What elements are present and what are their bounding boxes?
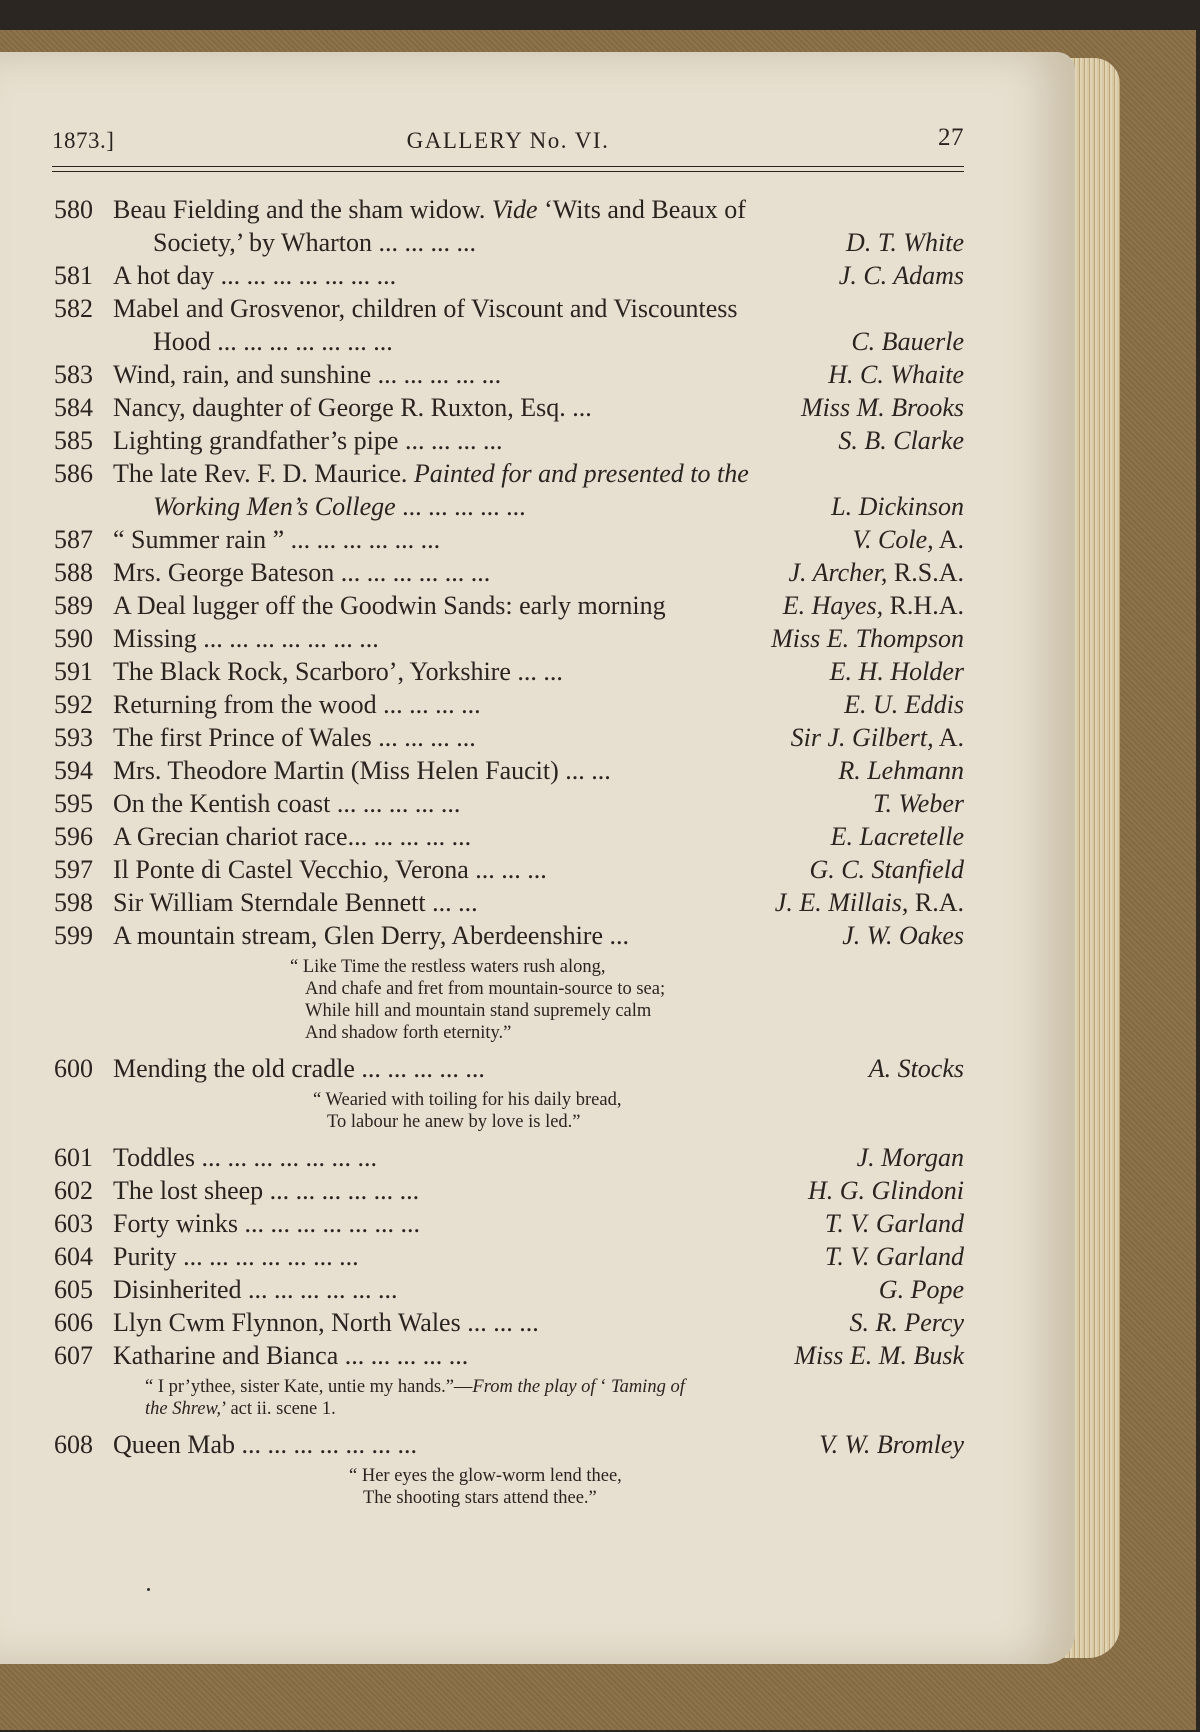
catalogue-entry	[0, 622, 1075, 655]
catalogue-entry	[0, 1339, 1075, 1420]
entry-artist: H. G. Glindoni	[808, 1176, 964, 1205]
entry-number: 592	[54, 690, 93, 719]
entry-artist: R. Lehmann	[838, 756, 964, 785]
entry-line	[0, 853, 1075, 886]
catalogue-entry	[0, 358, 1075, 391]
catalogue-entry	[0, 1174, 1075, 1207]
catalogue-entry	[0, 919, 1075, 1044]
entry-number: 583	[54, 360, 93, 389]
catalogue-entry	[0, 259, 1075, 292]
entry-title: Hood ... ... ... ... ... ... ...	[153, 327, 393, 356]
paper-fleck	[147, 1588, 150, 1591]
catalogue-entry	[0, 424, 1075, 457]
entry-number: 597	[54, 855, 93, 884]
entry-title: Sir William Sterndale Bennett ... ...	[113, 888, 478, 917]
entry-number: 590	[54, 624, 93, 653]
quote-line: To labour he anew by love is led.”	[327, 1112, 581, 1132]
catalogue-entry	[0, 820, 1075, 853]
entry-artist: Sir J. Gilbert, A.	[790, 723, 964, 752]
entry-quote	[0, 1465, 1075, 1509]
entry-title: Lighting grandfather’s pipe ... ... ... ...	[113, 426, 503, 455]
entry-line	[0, 523, 1075, 556]
catalogue-entry	[0, 1052, 1075, 1133]
quote-line: “ Her eyes the glow-worm lend thee,	[349, 1466, 622, 1486]
entry-line	[0, 226, 1075, 259]
entry-artist: J. W. Oakes	[842, 921, 964, 950]
entry-title: The first Prince of Wales ... ... ... ...	[113, 723, 476, 752]
entry-artist: S. B. Clarke	[838, 426, 964, 455]
entry-title: Toddles ... ... ... ... ... ... ...	[113, 1143, 377, 1172]
entry-line	[0, 1306, 1075, 1339]
entry-line	[0, 424, 1075, 457]
entry-artist: J. Morgan	[856, 1143, 964, 1172]
catalogue-entry	[0, 787, 1075, 820]
entry-line	[0, 1428, 1075, 1461]
quote-line: While hill and mountain stand supremely calm	[305, 1001, 652, 1021]
entry-artist: E. U. Eddis	[844, 690, 964, 719]
catalogue-entry	[0, 556, 1075, 589]
entry-artist: V. Cole, A.	[852, 525, 964, 554]
entry-number: 580	[54, 195, 93, 224]
quote-line: The shooting stars attend thee.”	[363, 1488, 597, 1508]
entry-number: 599	[54, 921, 93, 950]
entry-title: Mending the old cradle ... ... ... ... ...	[113, 1054, 485, 1083]
entry-line	[0, 919, 1075, 952]
catalogue-entry	[0, 1240, 1075, 1273]
entry-number: 600	[54, 1054, 93, 1083]
entry-artist: S. R. Percy	[849, 1308, 964, 1337]
entry-number: 582	[54, 294, 93, 323]
entry-line	[0, 391, 1075, 424]
entry-title: Nancy, daughter of George R. Ruxton, Esq. ...	[113, 393, 592, 422]
header-rule	[52, 171, 964, 172]
entry-title: Working Men’s College ... ... ... ... ...	[153, 492, 526, 521]
entry-title: Disinherited ... ... ... ... ... ...	[113, 1275, 398, 1304]
entry-line	[0, 259, 1075, 292]
entry-artist: H. C. Whaite	[828, 360, 964, 389]
entry-line	[0, 688, 1075, 721]
entry-artist: T. V. Garland	[824, 1242, 964, 1271]
header-title: GALLERY No. VI.	[406, 128, 610, 153]
entry-title: Society,’ by Wharton ... ... ... ...	[153, 228, 477, 257]
catalogue-entry	[0, 1306, 1075, 1339]
entry-artist: A. Stocks	[868, 1054, 964, 1083]
quote-line: the Shrew,’ act ii. scene 1.	[145, 1399, 336, 1419]
entry-line	[0, 1273, 1075, 1306]
entry-line	[0, 589, 1075, 622]
entry-line	[0, 721, 1075, 754]
entry-title: Beau Fielding and the sham widow. Vide ‘Wits and Beaux of	[113, 195, 746, 224]
entry-title: Returning from the wood ... ... ... ...	[113, 690, 481, 719]
entry-artist: L. Dickinson	[831, 492, 964, 521]
entry-line	[0, 457, 1075, 490]
catalogue-entry	[0, 1207, 1075, 1240]
entry-title: Purity ... ... ... ... ... ... ...	[113, 1242, 359, 1271]
catalogue-entry	[0, 193, 1075, 259]
catalogue-entry	[0, 1273, 1075, 1306]
entry-title: A Grecian chariot race... ... ... ... ...	[113, 822, 472, 851]
quote-line: And shadow forth eternity.”	[305, 1023, 512, 1043]
entry-number: 598	[54, 888, 93, 917]
catalogue-entry	[0, 589, 1075, 622]
quote-line: “ Like Time the restless waters rush along,	[290, 957, 606, 977]
entry-artist: J. E. Millais, R.A.	[774, 888, 964, 917]
entry-line	[0, 1052, 1075, 1085]
entry-number: 581	[54, 261, 93, 290]
entry-artist: J. Archer, R.S.A.	[788, 558, 964, 587]
entry-line	[0, 193, 1075, 226]
entry-quote	[0, 1376, 1075, 1420]
entry-title: Missing ... ... ... ... ... ... ...	[113, 624, 379, 653]
entry-number: 603	[54, 1209, 93, 1238]
entry-line	[0, 292, 1075, 325]
entry-line	[0, 1339, 1075, 1372]
entry-line	[0, 1207, 1075, 1240]
entry-artist: T. Weber	[873, 789, 964, 818]
entry-artist: Miss E. Thompson	[771, 624, 964, 653]
entry-line	[0, 1174, 1075, 1207]
page-number: 27	[938, 124, 964, 151]
entry-title: The lost sheep ... ... ... ... ... ...	[113, 1176, 420, 1205]
entry-title: Mrs. George Bateson ... ... ... ... ... ...	[113, 558, 491, 587]
quote-line: “ Wearied with toiling for his daily bread,	[313, 1090, 622, 1110]
catalogue-entry	[0, 1141, 1075, 1174]
entry-title: “ Summer rain ” ... ... ... ... ... ...	[113, 525, 441, 554]
entry-line	[0, 556, 1075, 589]
entry-line	[0, 1141, 1075, 1174]
entry-artist: E. H. Holder	[829, 657, 964, 686]
entry-title: Wind, rain, and sunshine ... ... ... ... ...	[113, 360, 502, 389]
catalogue-entry	[0, 688, 1075, 721]
quote-line: And chafe and fret from mountain-source to sea;	[305, 979, 666, 999]
entry-line	[0, 358, 1075, 391]
catalogue-entry	[0, 523, 1075, 556]
catalogue-entry	[0, 457, 1075, 523]
entry-number: 588	[54, 558, 93, 587]
catalogue-entry	[0, 721, 1075, 754]
entry-artist: G. Pope	[878, 1275, 964, 1304]
entry-artist: T. V. Garland	[824, 1209, 964, 1238]
catalogue-entry	[0, 655, 1075, 688]
entry-number: 601	[54, 1143, 93, 1172]
entry-number: 584	[54, 393, 93, 422]
entry-artist: E. Hayes, R.H.A.	[782, 591, 964, 620]
page-header	[52, 122, 964, 158]
entry-artist: E. Lacretelle	[830, 822, 964, 851]
entry-quote	[0, 1089, 1075, 1133]
entry-line	[0, 820, 1075, 853]
entry-title: Il Ponte di Castel Vecchio, Verona ... ... ...	[113, 855, 547, 884]
entry-number: 595	[54, 789, 93, 818]
entry-line	[0, 1240, 1075, 1273]
entry-title: Forty winks ... ... ... ... ... ... ...	[113, 1209, 420, 1238]
entry-title: Mrs. Theodore Martin (Miss Helen Faucit) ... ...	[113, 756, 611, 785]
entry-number: 589	[54, 591, 93, 620]
entry-number: 605	[54, 1275, 93, 1304]
catalogue-list	[0, 193, 1075, 1517]
header-year: 1873.]	[52, 128, 115, 153]
entry-line	[0, 787, 1075, 820]
entry-number: 591	[54, 657, 93, 686]
entry-artist: C. Bauerle	[851, 327, 964, 356]
entry-title: Mabel and Grosvenor, children of Viscount and Viscountess	[113, 294, 738, 323]
entry-title: A mountain stream, Glen Derry, Aberdeenshire ...	[113, 921, 630, 950]
entry-title: Llyn Cwm Flynnon, North Wales ... ... ...	[113, 1308, 539, 1337]
entry-line	[0, 622, 1075, 655]
entry-title: On the Kentish coast ... ... ... ... ...	[113, 789, 461, 818]
entry-number: 594	[54, 756, 93, 785]
entry-number: 607	[54, 1341, 93, 1370]
catalogue-entry	[0, 886, 1075, 919]
entry-number: 608	[54, 1430, 93, 1459]
entry-line	[0, 754, 1075, 787]
entry-artist: V. W. Bromley	[819, 1430, 964, 1459]
entry-title: Queen Mab ... ... ... ... ... ... ...	[113, 1430, 418, 1459]
entry-artist: G. C. Stanfield	[809, 855, 964, 884]
entry-title: The late Rev. F. D. Maurice. Painted for and presented to the	[113, 459, 749, 488]
entry-number: 604	[54, 1242, 93, 1271]
entry-title: The Black Rock, Scarboro’, Yorkshire ... ...	[113, 657, 563, 686]
entry-line	[0, 655, 1075, 688]
entry-artist: D. T. White	[846, 228, 964, 257]
entry-line	[0, 325, 1075, 358]
quote-line: “ I pr’ythee, sister Kate, untie my hands.”—From the play of ‘ Taming of	[145, 1377, 685, 1397]
entry-number: 606	[54, 1308, 93, 1337]
entry-artist: Miss M. Brooks	[801, 393, 964, 422]
catalogue-entry	[0, 853, 1075, 886]
entry-artist: J. C. Adams	[838, 261, 964, 290]
entry-number: 587	[54, 525, 93, 554]
catalogue-entry	[0, 754, 1075, 787]
entry-number: 586	[54, 459, 93, 488]
entry-title: A Deal lugger off the Goodwin Sands: early morning	[113, 591, 666, 620]
entry-quote	[0, 956, 1075, 1044]
catalogue-entry	[0, 292, 1075, 358]
entry-number: 596	[54, 822, 93, 851]
entry-number: 593	[54, 723, 93, 752]
entry-line	[0, 490, 1075, 523]
header-rule	[52, 166, 964, 167]
entry-title: A hot day ... ... ... ... ... ... ...	[113, 261, 397, 290]
entry-number: 602	[54, 1176, 93, 1205]
entry-title: Katharine and Bianca ... ... ... ... ...	[113, 1341, 469, 1370]
catalogue-entry	[0, 391, 1075, 424]
entry-artist: Miss E. M. Busk	[794, 1341, 964, 1370]
entry-line	[0, 886, 1075, 919]
entry-number: 585	[54, 426, 93, 455]
catalogue-entry	[0, 1428, 1075, 1509]
